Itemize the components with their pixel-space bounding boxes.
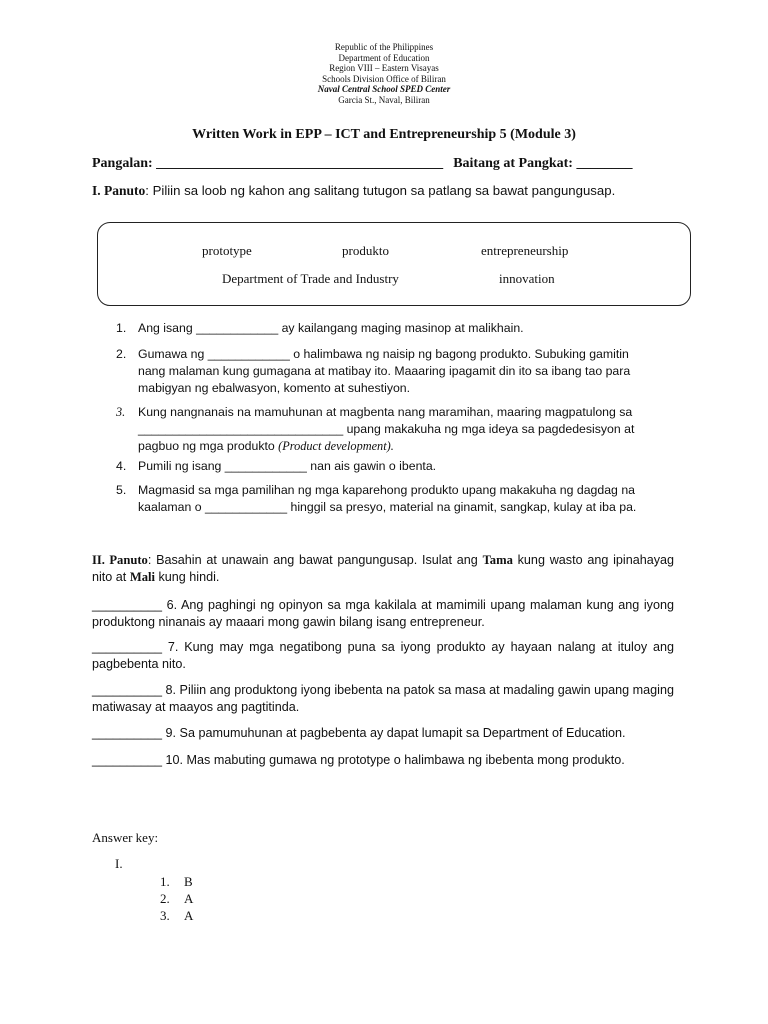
- list-item: __________ 8. Piliin ang produktong iyong ibebenta na patok sa masa at madaling gawin upang maging matiwasay at maayos ang pagtitinda.: [92, 683, 674, 714]
- answer-value: A: [184, 891, 194, 906]
- part2-instruction: kung wasto ang ipinahayag nito at: [92, 553, 675, 584]
- part1-directions: [92, 183, 615, 199]
- list-item: __________ 6. Ang paghingi ng opinyon sa mga kakilala at mamimili upang malaman kung ang iyong produktong ninanais ay maaari mong gawin bilang isang entrepreneur.: [92, 598, 674, 629]
- grade-section-field[interactable]: Baitang at Pangkat: ________: [453, 156, 633, 171]
- header-address: Garcia St., Naval, Biliran: [338, 94, 430, 105]
- answer-key-label: Answer key:: [92, 830, 159, 845]
- item-text-italic: (Product development).: [278, 439, 394, 453]
- item-text: [138, 404, 658, 455]
- school-header: [0, 42, 768, 106]
- item-text: Gumawa ng ____________ o halimbawa ng naisip ng bagong produkto. Subuking gamitin nang malaman kung gumagana at matibay ito. Maaaring ipagamit din ito sa ibang tao para mabigyan ng ebalwasyon, komento at suhestiyon.: [138, 347, 631, 395]
- part2-heading: II. Panuto: [92, 553, 148, 567]
- header-line-deped: Department of Education: [338, 52, 430, 63]
- answer-key-item: [160, 874, 193, 890]
- answer-number: 3.: [160, 908, 170, 923]
- list-item: __________ 7. Kung may mga negatibong puna sa iyong produkto ay hayaan nalang at ituloy ang pagbebenta nito.: [92, 640, 674, 671]
- worksheet-title: Written Work in EPP – ICT and Entrepreneurship 5 (Module 3): [192, 127, 576, 142]
- answer-value: B: [184, 874, 193, 889]
- choice-word: produkto: [342, 243, 389, 258]
- part1-instruction: : Piliin sa loob ng kahon ang salitang tutugon sa patlang sa bawat pangungusap.: [145, 183, 616, 198]
- choice-word: Department of Trade and Industry: [222, 271, 399, 286]
- item-text-main: Kung nangnanais na mamuhunan at magbenta nang maramihan, maaring magpatulong sa ______________________________ upang makakuha ng mga ideya sa pagdedesisyon at pagbuo ng mga produkto: [138, 405, 635, 453]
- choice-word: prototype: [202, 243, 252, 258]
- item-text: Pumili ng isang ____________ nan ais gawin o ibenta.: [138, 459, 437, 473]
- list-item: __________ 10. Mas mabuting gumawa ng prototype o halimbawa ng ibebenta mong produkto.: [92, 753, 625, 767]
- part2-instruction: : Basahin at unawain ang bawat pangungusap. Isulat ang: [147, 553, 483, 567]
- header-line-division: Schools Division Office of Biliran: [322, 73, 446, 84]
- answer-value: A: [184, 908, 194, 923]
- mali-keyword: Mali: [129, 570, 155, 584]
- item-text: Ang isang ____________ ay kailangang maging masinop at malikhain.: [138, 321, 524, 335]
- answer-number: 1.: [160, 874, 170, 889]
- answer-number: 2.: [160, 891, 170, 906]
- item-number: 3.: [116, 405, 126, 419]
- item-number: 4.: [116, 459, 127, 473]
- word-choice-box: [97, 222, 691, 306]
- part2-directions: [92, 552, 674, 586]
- list-item: __________ 9. Sa pamumuhunan at pagbebenta ay dapat lumapit sa Department of Education.: [92, 726, 626, 740]
- part1-heading: I. Panuto: [92, 183, 146, 198]
- item-text: Magmasid sa mga pamilihan ng mga kaparehong produkto upang makakuha ng dagdag na kaalaman o ____________ hinggil sa presyo, material na ginamit, sangkap, kulay at iba pa.: [138, 483, 637, 514]
- name-field[interactable]: Pangalan: _________________________________________: [92, 156, 444, 171]
- name-row: [92, 156, 632, 172]
- part2-instruction: kung hindi.: [155, 570, 220, 584]
- answer-key-item: [160, 908, 193, 924]
- choice-word: innovation: [499, 271, 555, 286]
- answer-key-part: I.: [115, 856, 123, 871]
- header-line-republic: Republic of the Philippines: [334, 42, 434, 52]
- item-number: 2.: [116, 347, 127, 361]
- tama-keyword: Tama: [482, 553, 513, 567]
- item-number: 1.: [116, 321, 127, 335]
- answer-key-item: [160, 891, 193, 907]
- item-number: 5.: [116, 483, 127, 497]
- choice-word: entrepreneurship: [481, 243, 569, 258]
- header-school-name: Naval Central School SPED Center: [317, 84, 451, 95]
- header-line-region: Region VIII – Eastern Visayas: [329, 63, 439, 74]
